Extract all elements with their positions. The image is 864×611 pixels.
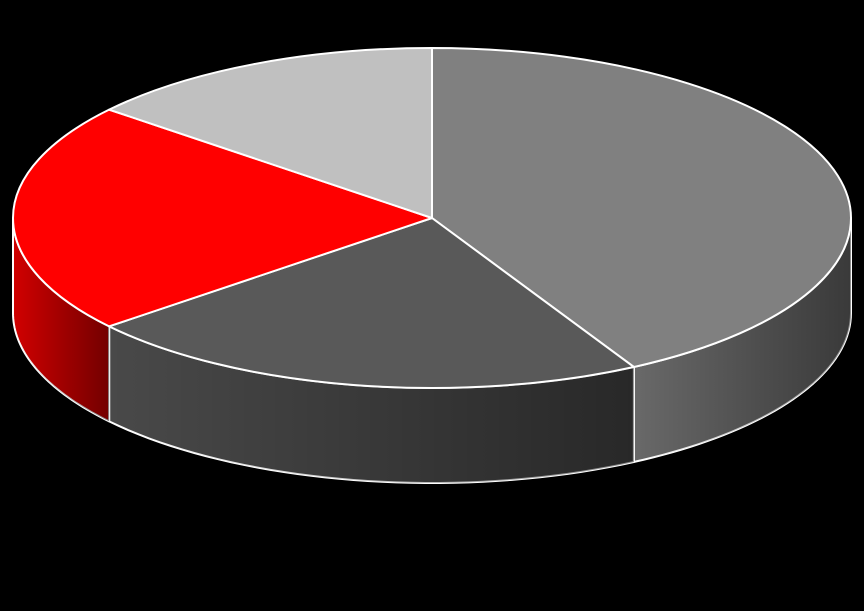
pie-top-faces xyxy=(13,48,851,388)
